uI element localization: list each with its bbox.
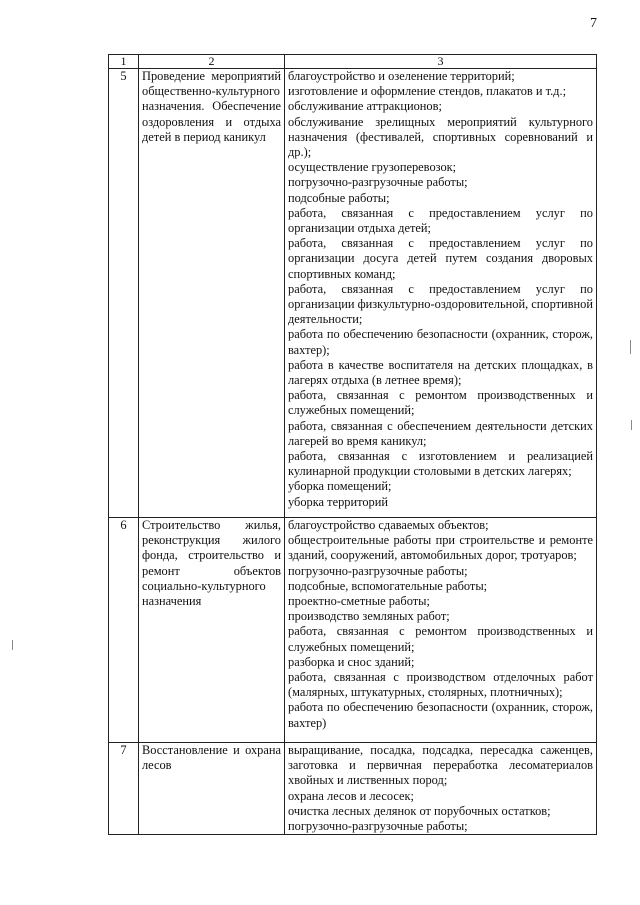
scan-mark — [12, 640, 13, 650]
work-item: погрузочно-разгрузочные работы; — [288, 563, 468, 578]
scan-mark — [630, 340, 631, 354]
scan-mark — [631, 420, 632, 430]
table-row — [109, 518, 597, 743]
work-item: производство земляных работ; — [288, 609, 450, 624]
table-row — [109, 743, 597, 835]
work-item: работа в качестве воспитателя на детских площадках, в лагерях отдыха (в летнее время); — [288, 357, 593, 388]
work-item: работа по обеспечению безопасности (охранник, сторож, вахтер) — [288, 700, 593, 730]
work-item: подсобные, вспомогательные работы; — [288, 578, 488, 593]
work-item: очистка лесных делянок от порубочных остатков; — [288, 803, 551, 818]
work-list — [285, 518, 597, 743]
work-item: уборка территорий — [288, 494, 388, 509]
work-item: благоустройство и озеленение территорий; — [288, 69, 515, 83]
work-item: общестроительные работы при строительстве и ремонте зданий, сооружений, автомобильных дорог, тротуаров; — [288, 533, 593, 563]
header-cell-2: 2 — [139, 55, 285, 69]
header-cell-3: 3 — [285, 55, 597, 69]
work-list — [285, 69, 597, 518]
work-item: подсобные работы; — [288, 190, 390, 205]
row-number: 7 — [109, 743, 139, 835]
work-item: работа, связанная с обеспечением деятельности детских лагерей во время каникул; — [288, 418, 593, 448]
page-number: 7 — [590, 16, 597, 31]
row-number: 6 — [109, 518, 139, 743]
work-item: работа, связанная с предоставлением услуг по организации досуга детей путем создания дворовых спортивных команд; — [288, 236, 593, 281]
activity-description: Восстановление и охрана лесов — [139, 743, 285, 835]
header-cell-1: 1 — [109, 55, 139, 69]
row-number: 5 — [109, 69, 139, 518]
activity-description: Строительство жилья, реконструкция жилого фонда, строительство и ремонт объектов социально-культурного назначения — [139, 518, 285, 743]
work-item: работа, связанная с производством отделочных работ (малярных, штукатурных, столярных, плотничных); — [288, 670, 593, 700]
work-item: работа, связанная с предоставлением услуг по организации физкультурно-оздоровительной, спортивной деятельности; — [288, 281, 593, 327]
work-item: обслуживание зрелищных мероприятий культурного назначения (фестивалей, спортивных соревнований и др.); — [288, 114, 593, 160]
work-item: выращивание, посадка, подсадка, пересадка саженцев, заготовка и первичная переработка лесоматериалов хвойных и лиственных пород; — [288, 743, 593, 788]
work-item: погрузочно-разгрузочные работы; — [288, 175, 468, 190]
activity-description: Проведение мероприятий общественно-культурного назначения. Обеспечение оздоровления и отдыха детей в период каникул — [139, 69, 285, 518]
table-row — [109, 69, 597, 518]
work-item: проектно-сметные работы; — [288, 594, 430, 609]
work-item: работа по обеспечению безопасности (охранник, сторож, вахтер); — [288, 327, 593, 357]
work-list — [285, 743, 597, 835]
table-header-row — [109, 55, 597, 69]
work-item: уборка помещений; — [288, 479, 392, 494]
work-item: разборка и снос зданий; — [288, 654, 415, 669]
work-item: работа, связанная с ремонтом производственных и служебных помещений; — [288, 388, 593, 418]
work-item: осуществление грузоперевозок; — [288, 160, 457, 175]
work-item: благоустройство сдаваемых объектов; — [288, 518, 489, 532]
work-item: обслуживание аттракционов; — [288, 99, 442, 114]
work-item: изготовление и оформление стендов, плакатов и т.д.; — [288, 84, 567, 99]
work-item: погрузочно-разгрузочные работы; — [288, 819, 468, 834]
work-types-table — [108, 54, 597, 835]
work-item: работа, связанная с изготовлением и реализацией кулинарной продукции столовыми в детских лагерях; — [288, 449, 593, 479]
work-item: охрана лесов и лесосек; — [288, 788, 414, 803]
work-item: работа, связанная с предоставлением услуг по организации отдыха детей; — [288, 205, 593, 236]
work-item: работа, связанная с ремонтом производственных и служебных помещений; — [288, 624, 593, 654]
